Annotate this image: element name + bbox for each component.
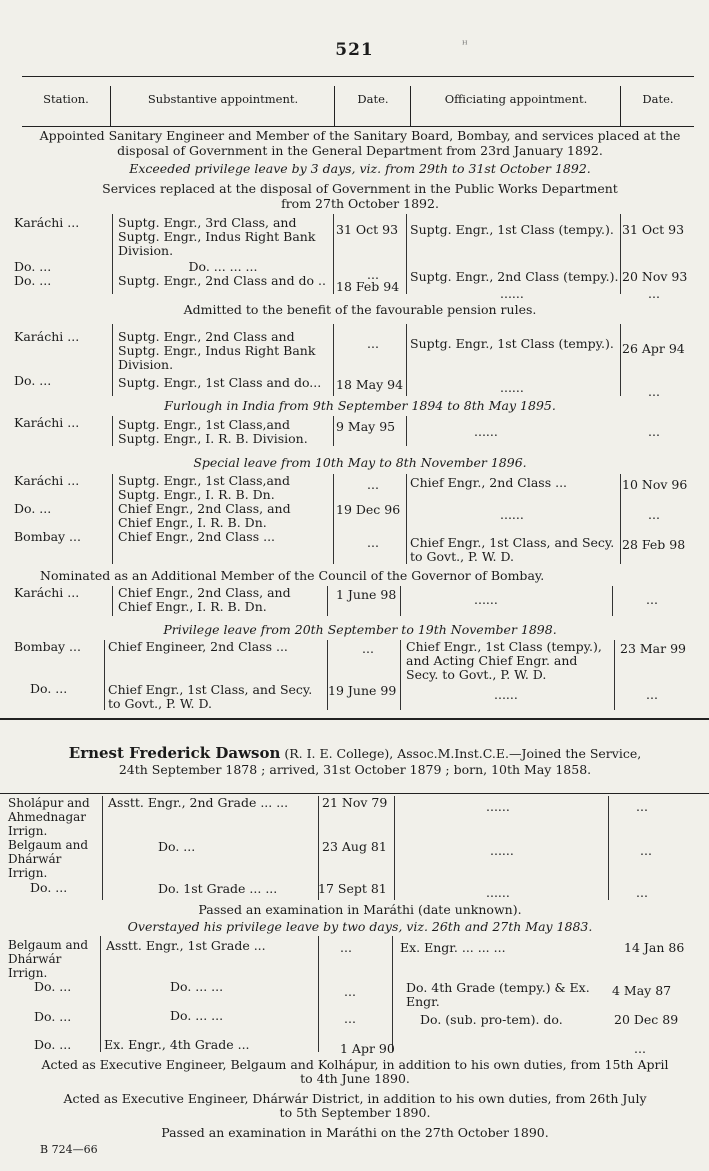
s4-date1: ...	[340, 940, 352, 955]
row8-substantive: Chief Engr., 2nd Class, and Chief Engr., I. R. B. Dn.	[118, 501, 291, 530]
note-privilege-leave: Privilege leave from 20th September to 19th November 1898.	[163, 622, 557, 637]
row9-station: Bombay ...	[14, 529, 81, 544]
row3-station: Do. ...	[14, 273, 52, 288]
row6-date2: ...	[648, 424, 660, 439]
s3-substantive: Do. 1st Grade ... ...	[158, 881, 278, 896]
row3-substantive: Suptg. Engr., 2nd Class and do ..	[118, 273, 327, 288]
s5-station: Do. ...	[34, 979, 72, 994]
s4-officiating: Ex. Engr. ... ... ...	[400, 940, 506, 955]
note-acted-dharwar-1: Acted as Executive Engineer, Dhárwár District, in addition to his own duties, from 26th July	[63, 1091, 647, 1106]
row7-date2: 10 Nov 96	[622, 477, 688, 492]
s1-station: Sholápur and Ahmednagar Irrign.	[8, 796, 90, 838]
column-rule	[620, 324, 621, 396]
s5-date2: 4 May 87	[612, 983, 672, 998]
s4-substantive: Asstt. Engr., 1st Grade ...	[106, 938, 266, 953]
row6-date1: 9 May 95	[336, 419, 396, 434]
row5-date2: ...	[648, 384, 660, 399]
row8-date2: ...	[648, 507, 660, 522]
row5-substantive: Suptg. Engr., 1st Class and do...	[118, 375, 322, 390]
note-marathi-1890: Passed an examination in Maráthi on the 27th October 1890.	[161, 1125, 549, 1140]
s7-substantive: Ex. Engr., 4th Grade ...	[104, 1037, 250, 1052]
s1-date2: ...	[636, 799, 648, 814]
column-rule	[100, 936, 101, 1052]
row10-substantive: Chief Engr., 2nd Class, and Chief Engr., I. R. B. Dn.	[118, 585, 291, 614]
note-acted-dharwar-2: to 5th September 1890.	[279, 1105, 431, 1120]
s2-station: Belgaum and Dhárwár Irrign.	[8, 838, 89, 880]
row6-officiating: ......	[474, 424, 498, 439]
note-services-replaced-1: Services replaced at the disposal of Government in the Public Works Department	[102, 181, 618, 196]
row10-date1: 1 June 98	[336, 587, 397, 602]
officer-dates: 24th September 1878 ; arrived, 31st October 1879 ; born, 10th May 1858.	[118, 762, 592, 777]
column-rule	[392, 936, 393, 1052]
row10-station: Karáchi ...	[14, 585, 80, 600]
section-separator	[0, 718, 709, 720]
s2-substantive: Do. ...	[158, 839, 196, 854]
row8-date1: 19 Dec 96	[336, 502, 401, 517]
row1-station: Karáchi ...	[14, 215, 80, 230]
row11-date2: 23 Mar 99	[620, 641, 686, 656]
s1-date1: 21 Nov 79	[322, 795, 388, 810]
officer-heading	[20, 745, 690, 778]
s4-date2: 14 Jan 86	[624, 940, 685, 955]
row11-substantive: Chief Engineer, 2nd Class ...	[108, 639, 288, 654]
s3-station: Do. ...	[30, 880, 68, 895]
row6-substantive: Suptg. Engr., 1st Class,and Suptg. Engr., I. R. B. Division.	[118, 417, 308, 446]
row5-date1: 18 May 94	[336, 377, 404, 392]
column-rule	[394, 796, 395, 900]
note-furlough: Furlough in India from 9th September 1894 to 8th May 1895.	[164, 398, 556, 413]
header-top-rule	[22, 76, 694, 77]
row2-substantive: Do. ... ... ...	[188, 259, 258, 274]
row3-date1: 18 Feb 94	[336, 279, 400, 294]
row2-date1: ...	[367, 267, 379, 282]
header-date1: Date.	[334, 86, 411, 126]
row1-officiating: Suptg. Engr., 1st Class (tempy.).	[410, 222, 614, 237]
note-pension: Admitted to the benefit of the favourable pension rules.	[183, 302, 537, 317]
row8-station: Do. ...	[14, 501, 52, 516]
row9-date1: ...	[367, 535, 379, 550]
row5-officiating: ......	[500, 380, 524, 395]
officer-qualification: (R. I. E. College), Assoc.M.Inst.C.E.—Joined the Service,	[280, 746, 642, 761]
s2-date1: 23 Aug 81	[322, 839, 387, 854]
s6-date2: 20 Dec 89	[614, 1012, 679, 1027]
s1-substantive: Asstt. Engr., 2nd Grade ... ...	[108, 795, 289, 810]
row9-substantive: Chief Engr., 2nd Class ...	[118, 529, 276, 544]
row12-officiating: ......	[494, 687, 518, 702]
row4-substantive: Suptg. Engr., 2nd Class and Suptg. Engr., Indus Right Bank Division.	[118, 329, 316, 372]
column-rule	[614, 640, 615, 710]
note-nominated: Nominated as an Additional Member of the Council of the Governor of Bombay.	[40, 568, 545, 583]
s7-station: Do. ...	[34, 1037, 72, 1052]
s5-date1: ...	[344, 984, 356, 999]
column-rule	[400, 640, 401, 710]
row9-date2: 28 Feb 98	[622, 537, 686, 552]
column-rule	[333, 474, 334, 564]
row5-station: Do. ...	[14, 373, 52, 388]
s2-officiating: ......	[490, 843, 514, 858]
footer-code: B 724—66	[40, 1143, 98, 1156]
s1-officiating: ......	[486, 799, 510, 814]
row3-officiating-2: ......	[500, 286, 524, 301]
row3-officiating: Suptg. Engr., 2nd Class (tempy.).	[410, 269, 619, 284]
row7-station: Karáchi ...	[14, 473, 80, 488]
column-rule	[102, 796, 103, 900]
page-number: 521	[335, 40, 374, 60]
s5-substantive: Do. ... ...	[170, 979, 224, 994]
s3-date1: 17 Sept 81	[318, 881, 387, 896]
note-marathi-unknown: Passed an examination in Maráthi (date unknown).	[198, 902, 522, 917]
s3-date2: ...	[636, 885, 648, 900]
row2-station: Do. ...	[14, 259, 52, 274]
column-rule	[333, 324, 334, 396]
header-officiating: Officiating appointment.	[410, 86, 621, 126]
s6-station: Do. ...	[34, 1009, 72, 1024]
section-rule	[0, 793, 709, 794]
row12-substantive: Chief Engr., 1st Class, and Secy. to Govt., P. W. D.	[108, 682, 313, 711]
s6-officiating: Do. (sub. pro-tem). do.	[420, 1012, 563, 1027]
column-rule	[333, 416, 334, 446]
note-acted-belgaum-1: Acted as Executive Engineer, Belgaum and Kolhápur, in addition to his own duties, from 15th April	[41, 1057, 669, 1072]
s4-station: Belgaum and Dhárwár Irrign.	[8, 938, 89, 980]
s6-substantive: Do. ... ...	[170, 1008, 224, 1023]
row1-date1: 31 Oct 93	[336, 222, 399, 237]
column-rule	[327, 640, 328, 710]
column-rule	[333, 214, 334, 294]
note-special-leave: Special leave from 10th May to 8th November 1896.	[193, 455, 527, 470]
row9-officiating: Chief Engr., 1st Class, and Secy. to Govt., P. W. D.	[410, 535, 615, 564]
row12-date2: ...	[646, 687, 658, 702]
officer-name: Ernest Frederick Dawson	[68, 744, 281, 762]
s3-officiating: ......	[486, 885, 510, 900]
row11-station: Bombay ...	[14, 639, 81, 654]
row1-date2: 31 Oct 93	[622, 222, 685, 237]
row1-substantive: Suptg. Engr., 3rd Class, and Suptg. Engr., Indus Right Bank Division.	[118, 215, 316, 258]
header-date2: Date.	[620, 86, 695, 126]
note-acted-belgaum-2: to 4th June 1890.	[300, 1071, 410, 1086]
row7-officiating: Chief Engr., 2nd Class ...	[410, 475, 568, 490]
row3-date2: 20 Nov 93	[622, 269, 688, 284]
row4-station: Karáchi ...	[14, 329, 80, 344]
note-overstayed: Overstayed his privilege leave by two days, viz. 26th and 27th May 1883.	[127, 919, 593, 934]
s7-date2: ...	[634, 1041, 646, 1056]
row11-date1: ...	[362, 641, 374, 656]
row7-substantive: Suptg. Engr., 1st Class,and Suptg. Engr., I. R. B. Dn.	[118, 473, 290, 502]
note-services-replaced-2: from 27th October 1892.	[281, 196, 439, 211]
note-appointed-1: Appointed Sanitary Engineer and Member of the Sanitary Board, Bombay, and services placed at the	[39, 128, 681, 143]
row4-officiating: Suptg. Engr., 1st Class (tempy.).	[410, 336, 614, 351]
corner-mark: ᵸ	[462, 40, 468, 51]
row6-station: Karáchi ...	[14, 415, 80, 430]
column-rule	[608, 796, 609, 900]
column-rule	[104, 640, 105, 710]
column-rule	[318, 936, 319, 1052]
row8-officiating: ......	[500, 507, 524, 522]
header-bottom-rule	[22, 126, 694, 127]
row3-date3: ...	[648, 286, 660, 301]
row12-date1: 19 June 99	[328, 683, 397, 698]
header-substantive: Substantive appointment.	[110, 86, 335, 126]
s5-officiating: Do. 4th Grade (tempy.) & Ex. Engr.	[406, 980, 590, 1009]
row10-officiating: ......	[474, 592, 498, 607]
note-exceeded-leave: Exceeded privilege leave by 3 days, viz. from 29th to 31st October 1892.	[129, 161, 591, 176]
row7-date1: ...	[367, 477, 379, 492]
column-rule	[612, 586, 613, 616]
header-station: Station.	[43, 92, 89, 106]
row11-officiating: Chief Engr., 1st Class (tempy.), and Acting Chief Engr. and Secy. to Govt., P. W. D.	[406, 639, 602, 682]
row4-date1: ...	[367, 336, 379, 351]
row4-date2: 26 Apr 94	[622, 341, 685, 356]
note-appointed-2: disposal of Government in the General Department from 23rd January 1892.	[117, 143, 603, 158]
row10-date2: ...	[646, 592, 658, 607]
s7-date1: 1 Apr 90	[340, 1041, 395, 1056]
s2-date2: ...	[640, 843, 652, 858]
s6-date1: ...	[344, 1011, 356, 1026]
row12-station: Do. ...	[30, 681, 68, 696]
